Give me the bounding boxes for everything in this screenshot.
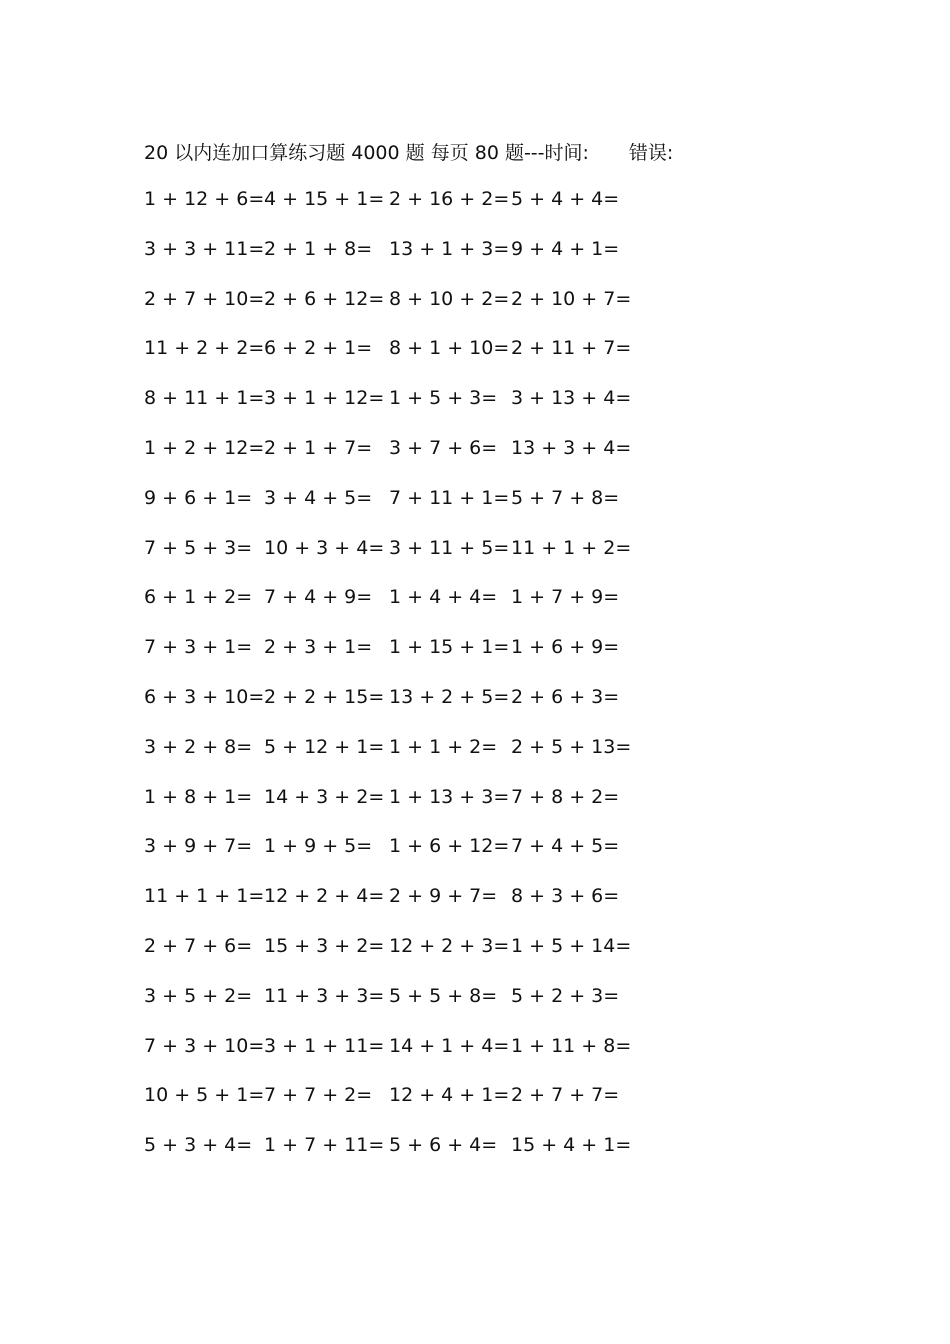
problem-item: 7 + 4 + 5= bbox=[511, 835, 620, 858]
problem-item: 5 + 6 + 4= bbox=[389, 1134, 498, 1157]
problem-item: 3 + 9 + 7= bbox=[144, 835, 253, 858]
problem-item: 3 + 3 + 11= bbox=[144, 237, 265, 260]
problem-item: 7 + 3 + 1= bbox=[144, 636, 253, 659]
problem-row bbox=[144, 583, 644, 633]
problem-item: 1 + 8 + 1= bbox=[144, 785, 253, 808]
problem-item: 6 + 2 + 1= bbox=[264, 337, 373, 360]
problem-item: 1 + 15 + 1= bbox=[389, 636, 510, 659]
problem-item: 8 + 1 + 10= bbox=[389, 337, 510, 360]
problem-row bbox=[144, 534, 644, 584]
problem-item: 2 + 7 + 7= bbox=[511, 1084, 620, 1107]
problem-row bbox=[144, 932, 644, 982]
problem-item: 4 + 15 + 1= bbox=[264, 188, 385, 210]
problem-item: 1 + 6 + 12= bbox=[389, 835, 510, 858]
problem-row bbox=[144, 1032, 644, 1082]
problem-item: 11 + 3 + 3= bbox=[264, 984, 385, 1007]
problem-item: 1 + 13 + 3= bbox=[389, 785, 510, 808]
problem-item: 6 + 3 + 10= bbox=[144, 685, 265, 708]
problem-item: 2 + 7 + 10= bbox=[144, 287, 265, 310]
problem-item: 8 + 3 + 6= bbox=[511, 885, 620, 908]
problem-item: 14 + 3 + 2= bbox=[264, 785, 385, 808]
problem-item: 7 + 11 + 1= bbox=[389, 486, 510, 509]
problem-item: 9 + 4 + 1= bbox=[511, 237, 620, 260]
problem-item: 1 + 6 + 9= bbox=[511, 636, 620, 659]
problem-item: 8 + 10 + 2= bbox=[389, 287, 510, 310]
problem-row bbox=[144, 733, 644, 783]
problem-row bbox=[144, 783, 644, 833]
problem-item: 8 + 11 + 1= bbox=[144, 387, 265, 410]
problem-row bbox=[144, 235, 644, 285]
problem-item: 2 + 3 + 1= bbox=[264, 636, 373, 659]
problem-item: 2 + 9 + 7= bbox=[389, 885, 498, 908]
problem-item: 1 + 4 + 4= bbox=[389, 586, 498, 609]
problem-item: 11 + 1 + 1= bbox=[144, 885, 265, 908]
problem-item: 1 + 11 + 8= bbox=[511, 1034, 632, 1057]
problem-item: 3 + 13 + 4= bbox=[511, 387, 632, 410]
problem-item: 12 + 2 + 3= bbox=[389, 934, 510, 957]
problem-item: 5 + 5 + 8= bbox=[389, 984, 498, 1007]
problem-item: 13 + 1 + 3= bbox=[389, 237, 510, 260]
problem-item: 2 + 7 + 6= bbox=[144, 934, 253, 957]
problem-item: 12 + 4 + 1= bbox=[389, 1084, 510, 1107]
problem-item: 2 + 10 + 7= bbox=[511, 287, 632, 310]
problem-row bbox=[144, 1081, 644, 1131]
problem-item: 1 + 5 + 14= bbox=[511, 934, 632, 957]
problem-item: 5 + 7 + 8= bbox=[511, 486, 620, 509]
problem-item: 6 + 1 + 2= bbox=[144, 586, 253, 609]
problem-item: 7 + 7 + 2= bbox=[264, 1084, 373, 1107]
problem-row bbox=[144, 982, 644, 1032]
problem-row bbox=[144, 683, 644, 733]
problem-row bbox=[144, 384, 644, 434]
problem-item: 5 + 2 + 3= bbox=[511, 984, 620, 1007]
problem-item: 1 + 9 + 5= bbox=[264, 835, 373, 858]
problem-item: 3 + 1 + 11= bbox=[264, 1034, 385, 1057]
problem-row bbox=[144, 882, 644, 932]
problem-item: 2 + 2 + 15= bbox=[264, 685, 385, 708]
problem-item: 9 + 6 + 1= bbox=[144, 486, 253, 509]
page-title: 20 以内连加口算练习题 4000 题 每页 80 题---时间: bbox=[144, 141, 589, 164]
problem-row bbox=[144, 1131, 644, 1181]
problem-item: 7 + 3 + 10= bbox=[144, 1034, 265, 1057]
problem-grid bbox=[144, 185, 644, 1181]
problem-row bbox=[144, 832, 644, 882]
problem-item: 11 + 2 + 2= bbox=[144, 337, 265, 360]
problem-item: 2 + 1 + 8= bbox=[264, 237, 373, 260]
problem-row bbox=[144, 285, 644, 335]
error-count-label: 错误: bbox=[628, 141, 674, 164]
problem-row bbox=[144, 633, 644, 683]
problem-item: 1 + 7 + 11= bbox=[264, 1134, 385, 1157]
problem-item: 2 + 6 + 12= bbox=[264, 287, 385, 310]
problem-item: 2 + 11 + 7= bbox=[511, 337, 632, 360]
problem-item: 1 + 1 + 2= bbox=[389, 735, 498, 758]
problem-item: 7 + 4 + 9= bbox=[264, 586, 373, 609]
problem-item: 2 + 1 + 7= bbox=[264, 436, 373, 459]
problem-item: 11 + 1 + 2= bbox=[511, 536, 632, 559]
problem-item: 3 + 7 + 6= bbox=[389, 436, 498, 459]
problem-item: 5 + 4 + 4= bbox=[511, 188, 620, 210]
problem-item: 3 + 2 + 8= bbox=[144, 735, 253, 758]
problem-item: 14 + 1 + 4= bbox=[389, 1034, 510, 1057]
problem-item: 3 + 5 + 2= bbox=[144, 984, 253, 1007]
problem-item: 3 + 4 + 5= bbox=[264, 486, 373, 509]
problem-item: 7 + 8 + 2= bbox=[511, 785, 620, 808]
problem-item: 1 + 2 + 12= bbox=[144, 436, 265, 459]
problem-item: 1 + 5 + 3= bbox=[389, 387, 498, 410]
problem-item: 12 + 2 + 4= bbox=[264, 885, 385, 908]
problem-item: 5 + 12 + 1= bbox=[264, 735, 385, 758]
problem-row bbox=[144, 334, 644, 384]
problem-item: 15 + 3 + 2= bbox=[264, 934, 385, 957]
problem-item: 3 + 11 + 5= bbox=[389, 536, 510, 559]
problem-row bbox=[144, 185, 644, 235]
problem-item: 7 + 5 + 3= bbox=[144, 536, 253, 559]
problem-row bbox=[144, 434, 644, 484]
problem-item: 1 + 12 + 6= bbox=[144, 188, 265, 210]
problem-item: 5 + 3 + 4= bbox=[144, 1134, 253, 1157]
problem-item: 2 + 16 + 2= bbox=[389, 188, 510, 210]
problem-item: 3 + 1 + 12= bbox=[264, 387, 385, 410]
problem-item: 1 + 7 + 9= bbox=[511, 586, 620, 609]
problem-item: 13 + 2 + 5= bbox=[389, 685, 510, 708]
problem-item: 10 + 3 + 4= bbox=[264, 536, 385, 559]
problem-item: 10 + 5 + 1= bbox=[144, 1084, 265, 1107]
problem-item: 13 + 3 + 4= bbox=[511, 436, 632, 459]
worksheet-header bbox=[144, 137, 673, 165]
problem-item: 2 + 5 + 13= bbox=[511, 735, 632, 758]
problem-item: 15 + 4 + 1= bbox=[511, 1134, 632, 1157]
problem-row bbox=[144, 484, 644, 534]
problem-item: 2 + 6 + 3= bbox=[511, 685, 620, 708]
